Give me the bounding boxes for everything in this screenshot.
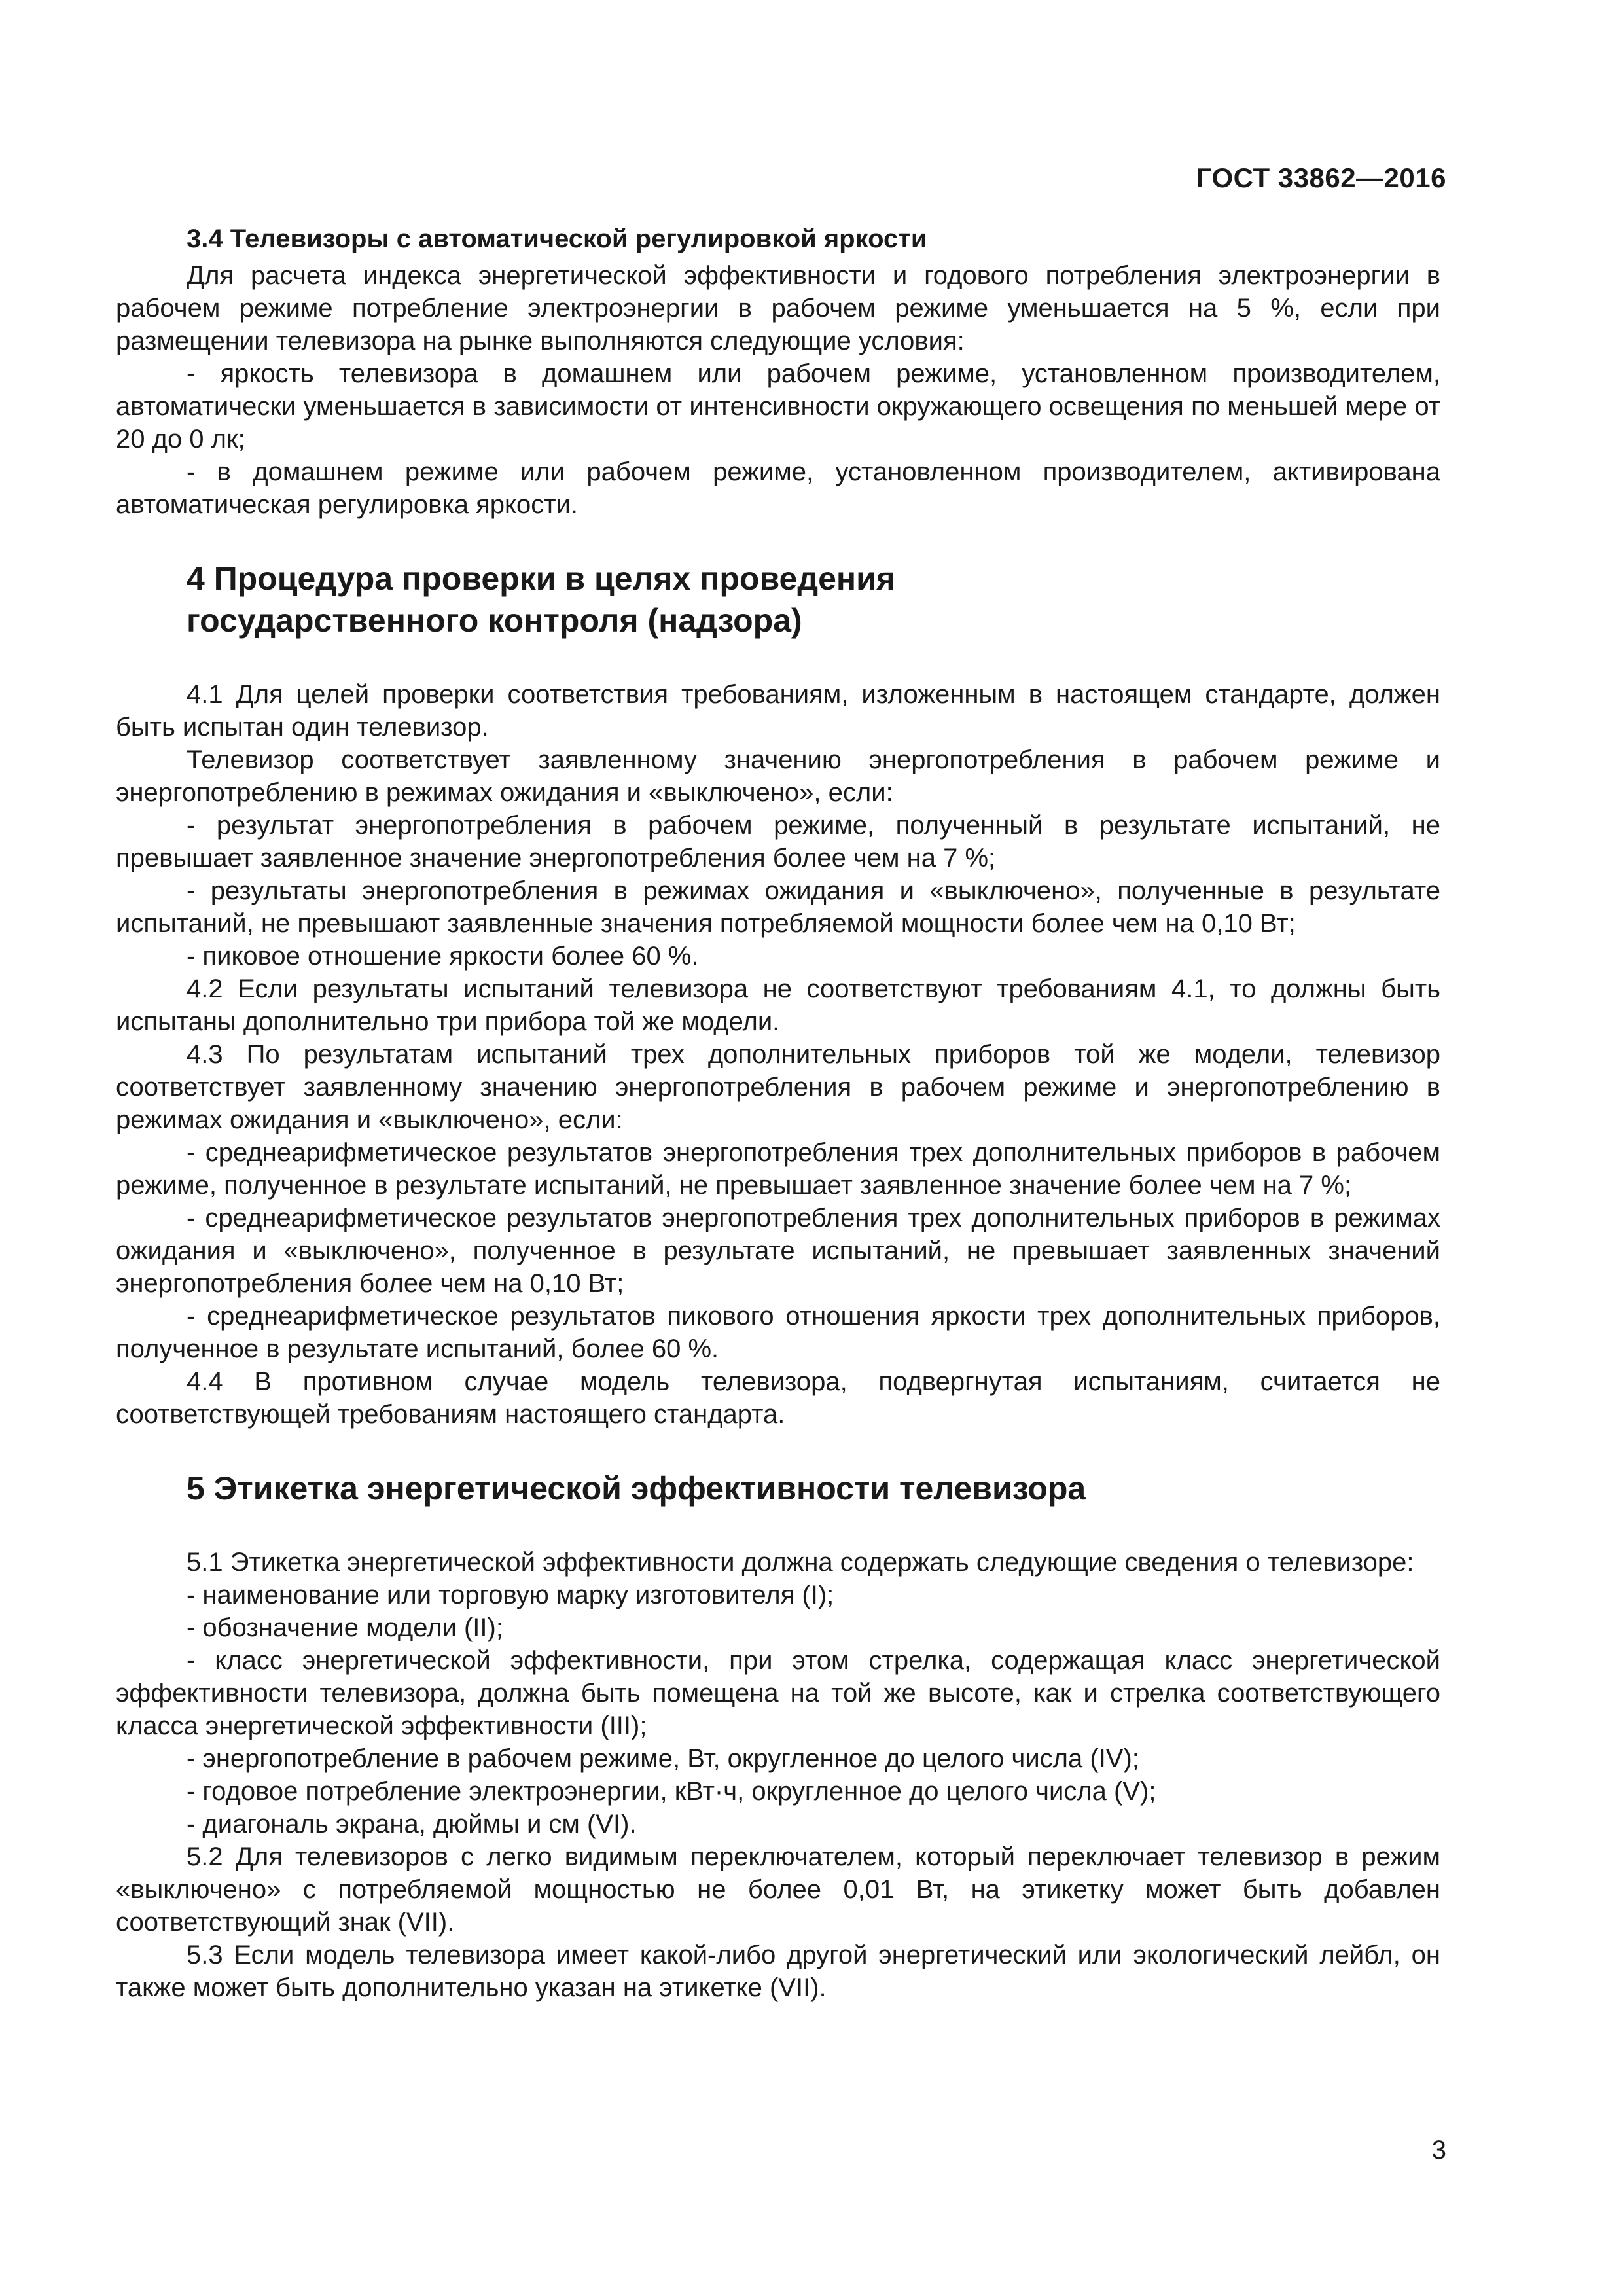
- paragraph: - диагональ экрана, дюймы и см (VI).: [187, 1810, 637, 1839]
- paragraph: - среднеарифметическое результатов пикового отношения яркости трех дополнительных приборов, полученное в результате испытаний, более 60 %.: [116, 1302, 1440, 1363]
- paragraph: - наименование или торговую марку изготовителя (I);: [187, 1581, 834, 1609]
- paragraph: 4.2 Если результаты испытаний телевизора не соответствуют требованиям 4.1, то должны быть испытаны дополнительно три прибора той же модели.: [116, 975, 1440, 1036]
- paragraph: - результат энергопотребления в рабочем режиме, полученный в результате испытаний, не превышает заявленное значение энергопотребления более чем на 7 %;: [116, 811, 1440, 872]
- paragraph: - годовое потребление электроэнергии, кВт·ч, округленное до целого числа (V);: [187, 1777, 1156, 1806]
- paragraph: - результаты энергопотребления в режимах ожидания и «выключено», полученные в результате испытаний, не превышают заявленные значения потребляемой мощности более чем на 0,10 Вт;: [116, 876, 1440, 938]
- section-3-4-title: 3.4 Телевизоры с автоматической регулировкой яркости: [187, 224, 927, 253]
- paragraph: - среднеарифметическое результатов энергопотребления трех дополнительных приборов в рабочем режиме, полученное в результате испытаний, не превышает заявленное значение более чем на 7 %;: [116, 1138, 1440, 1200]
- paragraph: 5.2 Для телевизоров с легко видимым переключателем, который переключает телевизор в режим «выключено» с потребляемой мощностью не более 0,01 Вт, на этикетку может быть добавлен соответствующий знак (VII).: [116, 1842, 1440, 1937]
- paragraph: 4.3 По результатам испытаний трех дополнительных приборов той же модели, телевизор соответствует заявленному значению энергопотребления в рабочем режиме и энергопотреблению в режимах ожидания и «выключено», если:: [116, 1040, 1440, 1134]
- section-4-title-line1: 4 Процедура проверки в целях проведения: [187, 560, 896, 597]
- paragraph: 5.3 Если модель телевизора имеет какой-либо другой энергетический или экологический лейбл, он также может быть дополнительно указан на этикетке (VII).: [116, 1941, 1440, 2002]
- section-4-title-line2: государственного контроля (надзора): [187, 602, 802, 639]
- paragraph: - обозначение модели (II);: [187, 1613, 503, 1642]
- section-5-title: 5 Этикетка энергетической эффективности телевизора: [187, 1470, 1086, 1507]
- paragraph: 5.1 Этикетка энергетической эффективности должна содержать следующие сведения о телевизоре:: [187, 1548, 1414, 1577]
- paragraph: 4.1 Для целей проверки соответствия требованиям, изложенным в настоящем стандарте, должен быть испытан один телевизор.: [116, 680, 1440, 742]
- paragraph: - яркость телевизора в домашнем или рабочем режиме, установленном производителем, автоматически уменьшается в зависимости от интенсивности окружающего освещения по меньшей мере от 20 до 0 лк;: [116, 359, 1440, 454]
- paragraph: - пиковое отношение яркости более 60 %.: [187, 942, 699, 971]
- document-header-id: ГОСТ 33862—2016: [1196, 162, 1446, 193]
- paragraph: - энергопотребление в рабочем режиме, Вт, округленное до целого числа (IV);: [187, 1744, 1139, 1773]
- paragraph: - в домашнем режиме или рабочем режиме, установленном производителем, активирована автоматическая регулировка яркости.: [116, 457, 1440, 519]
- page-number: 3: [1431, 2136, 1446, 2164]
- paragraph: Телевизор соответствует заявленному значению энергопотребления в рабочем режиме и энергопотреблению в режимах ожидания и «выключено», если:: [116, 745, 1440, 807]
- document-body: [116, 223, 1440, 2004]
- paragraph: - класс энергетической эффективности, при этом стрелка, содержащая класс энергетической эффективности телевизора, должна быть помещена на той же высоте, как и стрелка соответствующего класса энергетической эффективности (III);: [116, 1646, 1440, 1740]
- paragraph: Для расчета индекса энергетической эффективности и годового потребления электроэнергии в рабочем режиме потребление электроэнергии в рабочем режиме уменьшается на 5 %, если при размещении телевизора на рынке выполняются следующие условия:: [116, 261, 1440, 355]
- section-4-title: [187, 558, 1440, 641]
- paragraph: - среднеарифметическое результатов энергопотребления трех дополнительных приборов в режимах ожидания и «выключено», полученное в результате испытаний, не превышает заявленных значений энергопотребления более чем на 0,10 Вт;: [116, 1204, 1440, 1298]
- paragraph: 4.4 В противном случае модель телевизора, подвергнутая испытаниям, считается не соответствующей требованиям настоящего стандарта.: [116, 1367, 1440, 1429]
